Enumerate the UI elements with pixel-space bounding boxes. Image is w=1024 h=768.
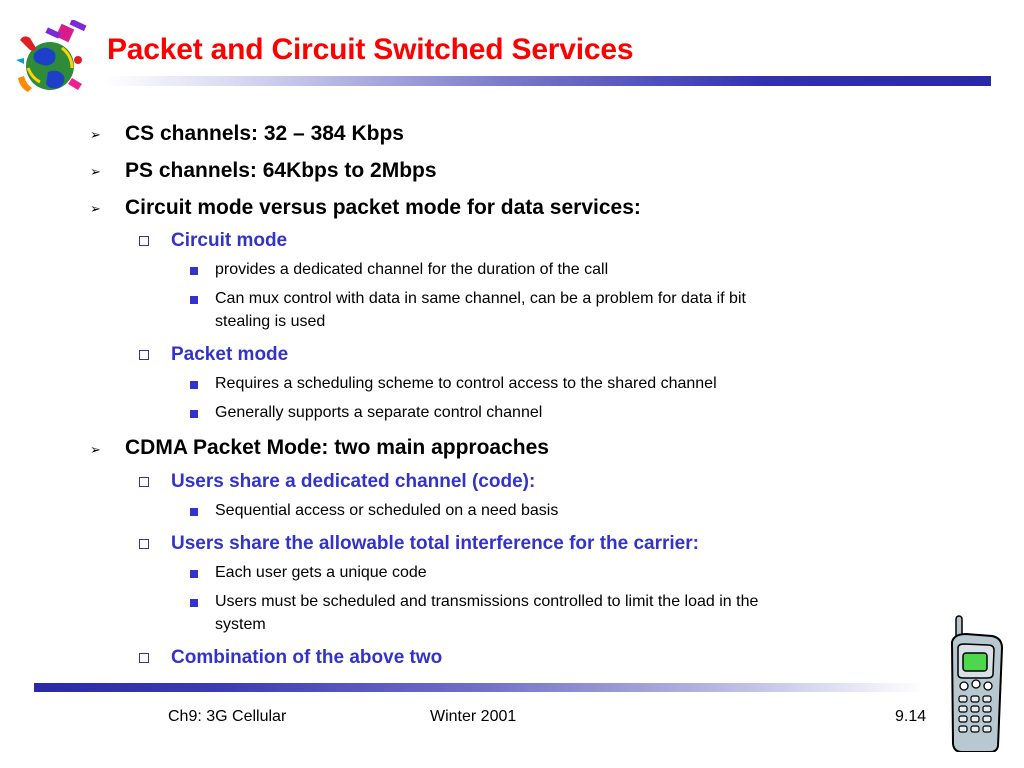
slide-title: Packet and Circuit Switched Services <box>107 33 634 66</box>
filled-square-bullet-icon <box>190 267 198 275</box>
footer-term-label: Winter 2001 <box>430 708 517 725</box>
square-outline-bullet-icon <box>139 236 149 246</box>
square-outline-bullet-icon <box>139 539 149 549</box>
bullet-unique-code: Each user gets a unique code <box>215 564 427 581</box>
bullet-cs-channels: CS channels: 32 – 384 Kbps <box>125 122 404 145</box>
bullet-mux-control: Can mux control with data in same channel, can be a problem for data if bit <box>215 290 746 307</box>
arrow-bullet-icon: ➢ <box>90 201 101 216</box>
footer-bar <box>34 683 924 692</box>
bullet-combination: Combination of the above two <box>171 647 443 668</box>
bullet-scheduled-transmissions-cont: system <box>215 616 266 633</box>
bullet-scheduled-transmissions: Users must be scheduled and transmissions controlled to limit the load in the <box>215 593 759 610</box>
square-outline-bullet-icon <box>139 477 149 487</box>
bullet-packet-mode: Packet mode <box>171 344 289 365</box>
filled-square-bullet-icon <box>190 599 198 607</box>
arrow-bullet-icon: ➢ <box>90 442 101 457</box>
bullet-dedicated-channel: provides a dedicated channel for the duration of the call <box>215 261 609 278</box>
square-outline-bullet-icon <box>139 653 149 663</box>
footer-course-label: Ch9: 3G Cellular <box>168 708 287 725</box>
bullet-ps-channels: PS channels: 64Kbps to 2Mbps <box>125 159 437 182</box>
arrow-bullet-icon: ➢ <box>90 164 101 179</box>
bullet-scheduling-scheme: Requires a scheduling scheme to control access to the shared channel <box>215 375 717 392</box>
filled-square-bullet-icon <box>190 570 198 578</box>
bullet-mux-control-cont: stealing is used <box>215 313 326 330</box>
bullet-sequential-access: Sequential access or scheduled on a need basis <box>215 502 559 519</box>
page-number: 9.14 <box>895 708 927 725</box>
filled-square-bullet-icon <box>190 296 198 304</box>
bullet-cdma-packet-mode: CDMA Packet Mode: two main approaches <box>125 436 549 459</box>
filled-square-bullet-icon <box>190 381 198 389</box>
bullet-control-channel: Generally supports a separate control channel <box>215 404 543 421</box>
filled-square-bullet-icon <box>190 410 198 418</box>
bullet-share-dedicated-channel: Users share a dedicated channel (code): <box>171 471 536 492</box>
bullet-share-interference: Users share the allowable total interference for the carrier: <box>171 533 699 554</box>
arrow-bullet-icon: ➢ <box>90 127 101 142</box>
square-outline-bullet-icon <box>139 350 149 360</box>
filled-square-bullet-icon <box>190 508 198 516</box>
bullet-circuit-mode: Circuit mode <box>171 230 288 251</box>
bullet-circuit-vs-packet: Circuit mode versus packet mode for data services: <box>125 196 641 219</box>
cellphone-clipart-icon <box>942 612 1006 752</box>
